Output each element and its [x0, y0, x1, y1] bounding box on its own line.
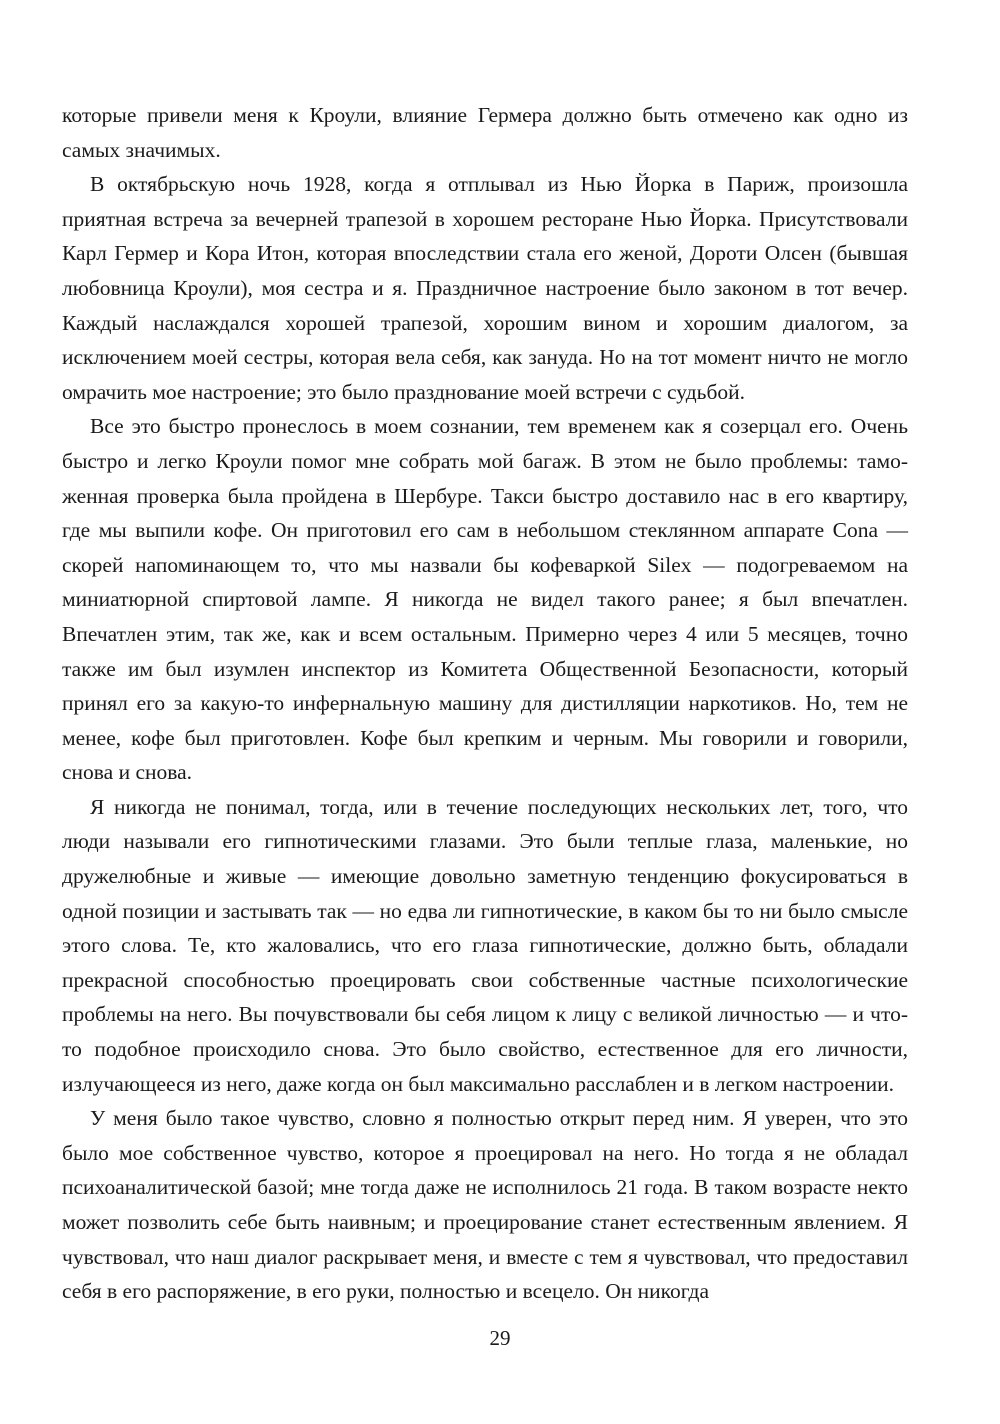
page-number: 29 [489, 1326, 511, 1350]
paragraph-2: В октябрьскую ночь 1928, когда я отплывал из Нью Йорка в Париж, произошла приятная встреча за вечерней трапезой в хорошем ресторане Нью Йорка. Присутствовали Карл Гермер и Кора Итон, которая впоследствии стала его женой, Дороти Олсен (бывшая любовница Кроули), моя сестра и я. Праздничное настроение было законом в тот вечер. Каждый наслаждался хорошей трапезой, хорошим вином и хорошим диалогом, за исключением моей сестры, которая вела себя, как зануда. Но на тот момент ничто не могло омрачить мое настроение; это было празднование моей встречи с судьбой. [62, 172, 908, 404]
page-body [62, 98, 908, 1304]
paragraph-5: У меня было такое чувство, словно я полностью открыт перед ним. Я уверен, что это было мое собственное чувство, которое я проецировал на него. Но тогда я не обладал психоаналитической базой; мне тогда даже не исполнилось 21 года. В таком возрасте некто может позволить себе быть наивным; и проецирование станет естественным явлением. Я чувствовал, что наш диалог раскрывает меня, и вместе с тем я чувствовал, что предоставил себя в его распоряжение, в его руки, полностью и всецело. Он никогда [62, 1106, 908, 1304]
paragraph-4: Я никогда не понимал, тогда, или в течение последующих нескольких лет, того, что люди называли его гипнотическими глазами. Это были теплые глаза, маленькие, но дружелюбные и живые — имеющие довольно заметную тенденцию фокусироваться в одной позиции и застывать так — но едва ли гипнотические, в каком бы то ни было смысле этого слова. Те, кто жаловались, что его глаза гипнотические, должно быть, обладали прекрасной способностью проецировать свои собственные частные психологические проблемы на него. Вы почувствовали бы себя лицом к лицу с великой личностью — и что-то подобное происходило снова. Это было свойство, естественное для его личности, излучающееся из него, даже когда он был максимально расслаблен и в легком настроении. [62, 794, 908, 1096]
paragraph-1: которые привели меня к Кроули, влияние Гермера должно быть отмечено как одно из самых значимых. [62, 103, 908, 162]
paragraph-3: Все это быстро пронеслось в моем сознании, тем временем как я созерцал его. Очень быстро и легко Кроули помог мне собрать мой багаж. В этом не было проблемы: таможенная проверка была пройдена в Шербуре. Такси быстро доставило нас в его квартиру, где мы выпили кофе. Он приготовил его сам в небольшом стеклянном аппарате Cona — скорей напоминающем то, что мы назвали бы кофеваркой Silex — подогреваемом на миниатюрной спиртовой лампе. Я никогда не видел такого ранее; я был впечатлен. Впечатлен этим, так же, как и всем остальным. Примерно через 4 или 5 месяцев, точно также им был изумлен инспектор из Комитета Общественной Безопасности, который принял его за какую-то инфернальную машину для дистилляции наркотиков. Но, тем не менее, кофе был приготовлен. Кофе был крепким и черным. Мы говорили и говорили, снова и снова. [62, 414, 908, 785]
